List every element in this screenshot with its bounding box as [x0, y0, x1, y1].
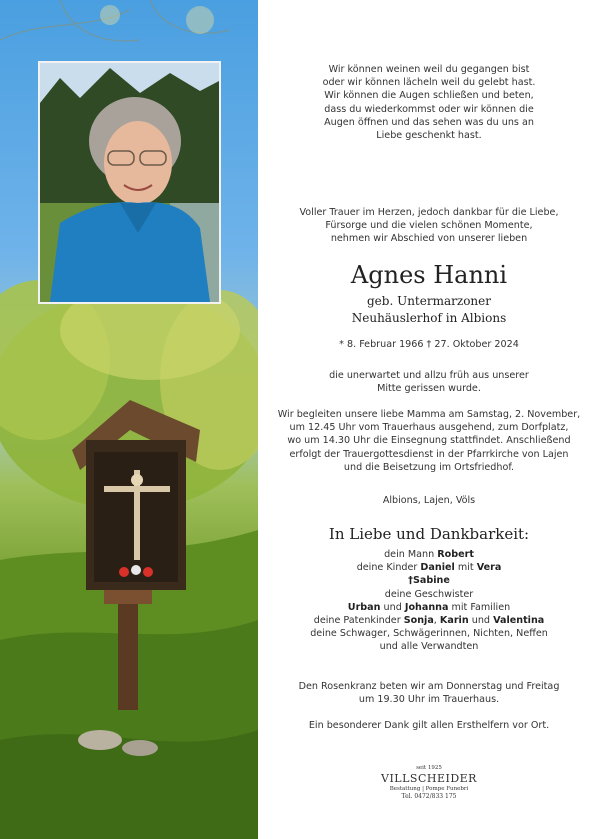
mourner-line: und alle Verwandten	[379, 641, 479, 653]
intro-line: Fürsorge und die vielen schönen Momente,	[325, 220, 533, 232]
wayside-shrine-photo	[0, 0, 258, 839]
portrait-photo	[38, 61, 221, 304]
partner-name: Vera	[476, 562, 502, 574]
loss-line: Mitte gerissen wurde.	[377, 383, 481, 395]
mourner-line	[258, 561, 600, 574]
with-families: mit Familien	[451, 601, 511, 613]
loss-text	[258, 369, 600, 395]
funeral-line: und die Beisetzung im Ortsfriedhof.	[343, 461, 515, 473]
poem-line: oder wir können lächeln weil du gelebt hast.	[322, 77, 536, 89]
mourner-line	[258, 614, 600, 627]
logo-subtitle: Bestattung | Pompe Funebri	[389, 786, 469, 792]
godchild-name: Sonja	[403, 615, 434, 627]
comma: ,	[433, 615, 437, 627]
funeral-home-logo	[358, 765, 500, 801]
mourner-line	[258, 601, 600, 614]
mourners-heading: In Liebe und Dankbarkeit:	[328, 525, 530, 543]
poem-line: Augen öffnen und das sehen was du uns an	[324, 116, 534, 128]
children-prefix: deine Kinder	[356, 562, 418, 574]
mourner-line	[258, 548, 600, 561]
places: Albions, Lajen, Völs	[382, 495, 476, 506]
with-word: mit	[457, 562, 474, 574]
life-dates: * 8. Februar 1966 † 27. Oktober 2024	[339, 339, 519, 350]
godchild-name: Valentina	[493, 615, 545, 627]
godchild-name: Karin	[439, 615, 469, 627]
intro-line: nehmen wir Abschied von unserer lieben	[330, 233, 528, 245]
godchildren-prefix: deine Patenkinder	[313, 615, 401, 627]
logo-phone: Tel. 0472/833 175	[401, 793, 457, 800]
funeral-line: um 12.45 Uhr vom Trauerhaus ausgehend, zum Dorfplatz,	[289, 422, 569, 434]
poem	[258, 63, 600, 142]
portrait-illustration	[40, 63, 219, 302]
rosary-info	[258, 680, 600, 706]
mourner-line	[258, 574, 600, 587]
logo-brand: VILLSCHEIDER	[381, 772, 477, 785]
poem-line: Wir können weinen weil du gegangen bist	[328, 64, 530, 75]
farm-name: Neuhäuslerhof in Albions	[351, 311, 507, 325]
funeral-line: Wir begleiten unsere liebe Mamma am Samstag, 2. November,	[277, 409, 581, 420]
funeral-line: wo um 14.30 Uhr die Einsegnung stattfindet. Anschließend	[287, 435, 571, 447]
thanks-text: Ein besonderer Dank gilt allen Ersthelfern vor Ort.	[308, 720, 550, 731]
mourners-list	[258, 548, 600, 654]
funeral-info	[258, 408, 600, 474]
rosary-line: um 19.30 Uhr im Trauerhaus.	[358, 694, 500, 706]
intro-text	[258, 206, 600, 246]
sibling-name: Urban	[347, 601, 381, 613]
sibling-name: Johanna	[404, 601, 449, 613]
deceased-name: Agnes Hanni	[350, 261, 508, 289]
and-word: und	[383, 601, 402, 613]
poem-line: Wir können die Augen schließen und beten,	[324, 90, 534, 102]
rosary-line: Den Rosenkranz beten wir am Donnerstag und Freitag	[298, 681, 560, 692]
logo-since: seit 1925	[416, 765, 442, 771]
husband-prefix: dein Mann	[384, 549, 435, 560]
mourner-line: deine Geschwister	[384, 588, 474, 600]
poem-line: dass du wiederkommst oder wir können die	[324, 103, 534, 115]
and-word: und	[471, 615, 491, 627]
funeral-line: erfolgt der Trauergottesdienst in der Pfarrkirche von Lajen	[289, 448, 569, 460]
obituary-text	[258, 0, 600, 839]
loss-line: die unerwartet und allzu früh aus unserer	[329, 370, 529, 381]
mourner-line: deine Schwager, Schwägerinnen, Nichten, Neffen	[310, 628, 548, 640]
child-name: Daniel	[420, 562, 455, 574]
birth-name: geb. Untermarzoner	[367, 294, 491, 308]
poem-line: Liebe geschenkt hast.	[376, 130, 482, 142]
intro-line: Voller Trauer im Herzen, jedoch dankbar für die Liebe,	[299, 207, 559, 218]
husband-name: Robert	[437, 549, 474, 560]
deceased-child-name: †Sabine	[408, 575, 450, 587]
